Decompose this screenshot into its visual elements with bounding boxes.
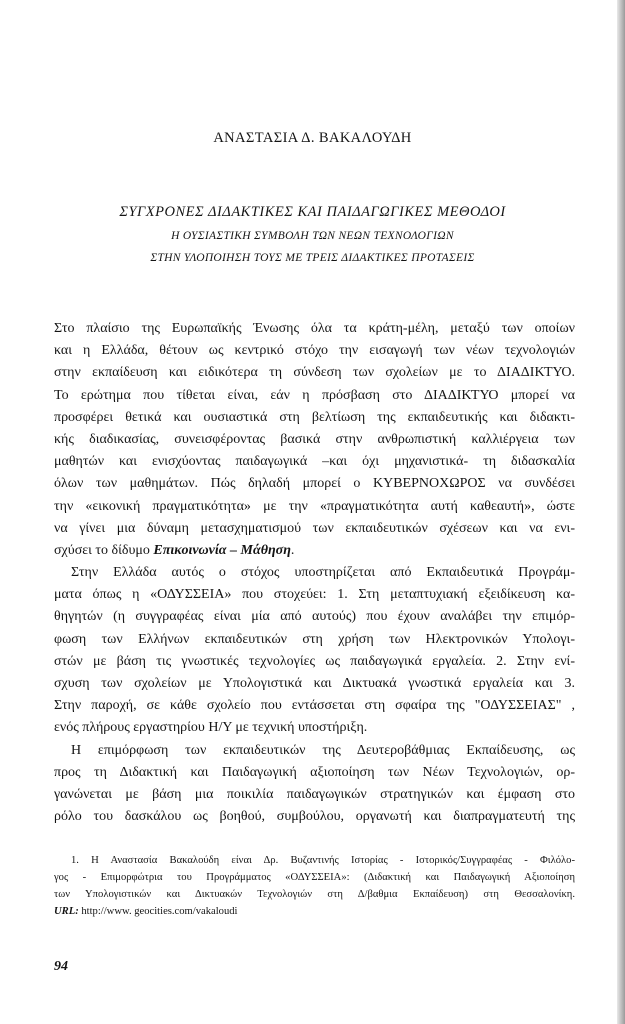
page-number: 94	[54, 959, 68, 974]
text-line: ενός πλήρους εργαστηρίου Η/Υ με τεχνική υποστήριξη.	[54, 720, 368, 736]
text-line: θηγητών (η συγγραφέας είναι μία από αυτούς) που έχουν αναλάβει την επιμόρ-	[54, 609, 575, 625]
text-line: στών με βάση τις γνωστικές τεχνολογίες ως παιδαγωγικά εργαλεία. 2. Στην ενί-	[54, 653, 575, 669]
paragraph-2	[54, 562, 575, 740]
text-line: Στην παροχή, σε κάθε σχολείο που εντάσσεται στη σφαίρα της "ΟΔΥΣΣΕΙΑΣ" ,	[54, 698, 575, 714]
body-text	[54, 318, 575, 828]
footnote-line: γος - Επιμορφώτρια του Προγράμματος «ΟΔΥΣΣΕΙΑ»: (Διδακτική και Παιδαγωγική Αξιοποίηση	[54, 872, 575, 883]
footnote-line: των Υπολογιστικών και Δικτυακών Τεχνολογιών στη Δ/βαθμια Εκπαίδευση) στη Θεσσαλονίκη.	[54, 889, 575, 900]
text-line: φωση των Ελλήνων εκπαιδευτικών στη χρήση των Ηλεκτρονικών Υπολογι-	[54, 631, 575, 647]
paragraph-3	[54, 740, 575, 829]
text-line: την «εικονική πραγματικότητα» με την «πραγματικότητα αυτή καθεαυτή», ώστε	[54, 498, 575, 514]
text-line: Στην Ελλάδα αυτός ο στόχος υποστηρίζεται από Εκπαιδευτικά Προγράμ-	[71, 565, 575, 581]
url-link[interactable]: http://www. geocities.com/vakaloudi	[78, 906, 238, 917]
text-line: στην εκπαίδευση και ειδικότερα τη σύνδεση των σχολείων με το ΔΙΑΔΙΚΤΥΟ.	[54, 365, 575, 381]
text-line: προσφέρει θετικά και ουσιαστικά στη βελτίωση της εκπαιδευτικής και διδακτι-	[54, 409, 575, 425]
author-name: ΑΝΑΣΤΑΣΙΑ Δ. ΒΑΚΑΛΟΥΔΗ	[213, 130, 412, 146]
footnote	[54, 852, 575, 920]
text-line: Η επιμόρφωση των εκπαιδευτικών της Δευτεροβάθμιας Εκπαίδευσης, ως	[71, 742, 575, 758]
article-subtitle-line-2: ΣΤΗΝ ΥΛΟΠΟΙΗΣΗ ΤΟΥΣ ΜΕ ΤΡΕΙΣ ΔΙΔΑΚΤΙΚΕΣ ΠΡΟΤΑΣΕΙΣ	[150, 252, 475, 264]
text-line: Το ερώτημα που τίθεται είναι, εάν η πρόσβαση στο ΔΙΑΔΙΚΤΥΟ μπορεί να	[54, 387, 575, 403]
text-line: ματα όπως η «ΟΔΥΣΣΕΙΑ» που στοχεύει: 1. Στη μεταπτυχιακή εξειδίκευση κα-	[54, 587, 575, 603]
text-line: και η Ελλάδα, θέτουν ως κεντρικό στόχο την εισαγωγή των νέων τεχνολογιών	[54, 343, 575, 359]
text-run: σχύσει το δίδυμο	[54, 542, 154, 558]
text-line: όλων των μαθημάτων. Πώς δηλαδή μπορεί ο ΚΥΒΕΡΝΟΧΩΡΟΣ να συνδέσει	[54, 476, 575, 492]
article-title: ΣΥΓΧΡΟΝΕΣ ΔΙΔΑΚΤΙΚΕΣ ΚΑΙ ΠΑΙΔΑΓΩΓΙΚΕΣ ΜΕΘΟΔΟΙ	[119, 204, 506, 220]
emphasized-phrase: Επικοινωνία – Μάθηση	[153, 542, 291, 558]
footnote-line: 1. Η Αναστασία Βακαλούδη είναι Δρ. Βυζαντινής Ιστορίας - Ιστορικός/Συγγραφέας - Φιλόλο-	[71, 855, 575, 866]
text-line: μαθητών και ενισχύοντας παιδαγωγικά –και όχι μηχανιστικά- τη διδασκαλία	[54, 454, 575, 470]
title-block	[40, 203, 585, 273]
url-label: URL:	[54, 906, 79, 917]
paragraph-1	[54, 318, 575, 562]
text-line: να γίνει μια δύναμη μετασχηματισμού των εκπαιδευτικών σχέσεων και να ενι-	[54, 520, 575, 536]
text-line	[54, 540, 575, 562]
text-line: κής διαδικασίας, συνεισφέροντας βασικά στην ανθρωπιστική καλλιέργεια των	[54, 431, 575, 447]
page-edge-shadow	[617, 0, 625, 1024]
article-subtitle-line-1: Η ΟΥΣΙΑΣΤΙΚΗ ΣΥΜΒΟΛΗ ΤΩΝ ΝΕΩΝ ΤΕΧΝΟΛΟΓΙΩΝ	[171, 230, 454, 242]
text-line: Στο πλαίσιο της Ευρωπαϊκής Ένωσης όλα τα κράτη-μέλη, μεταξύ των οποίων	[54, 321, 575, 336]
text-line: γανώνεται με βάση μια ποικιλία παιδαγωγικών στρατηγικών και έμφαση στο	[54, 786, 575, 802]
text-line: προς τη Διδακτική και Παιδαγωγική αξιοποίηση των Νέων Τεχνολογιών, ορ-	[54, 764, 575, 780]
footnote-url-line	[54, 903, 575, 920]
text-run: .	[290, 542, 295, 558]
text-line: ρόλο του δασκάλου ως βοηθού, συμβούλου, οργανωτή και διαπραγματευτή της	[54, 809, 575, 825]
text-line: σχυση των σχολείων με Υπολογιστικά και Δικτυακά γνωστικά εργαλεία και 3.	[54, 676, 575, 691]
